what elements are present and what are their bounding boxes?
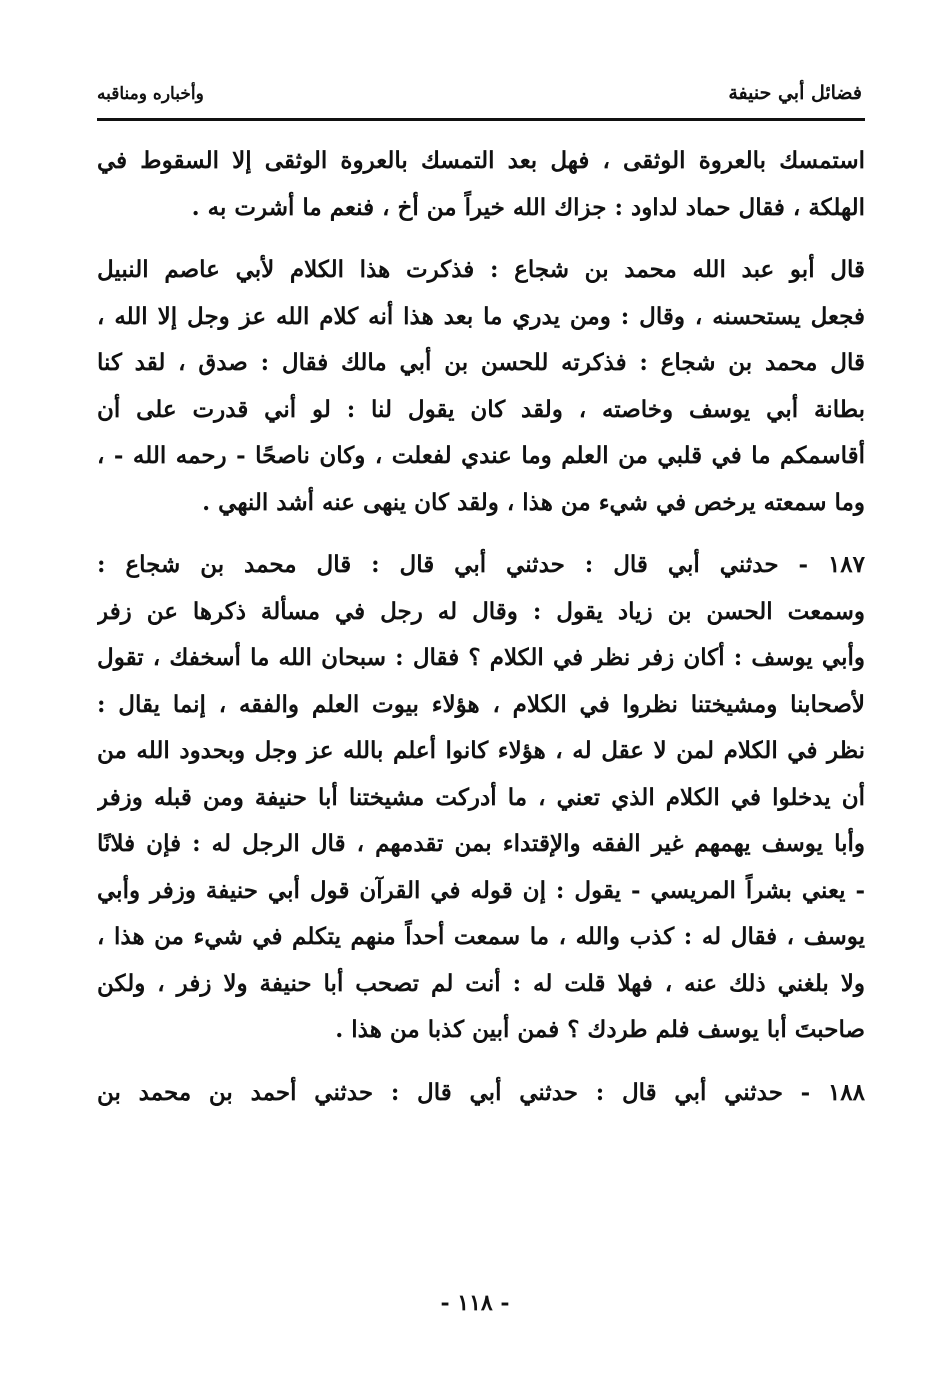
text-line: أن يدخلوا في الكلام الذي تعني ، ما أدركت مشيختنا أبا حنيفة ومن قبله وزفر: [97, 783, 865, 811]
paragraph: [97, 247, 865, 526]
page-number: - ١١٨ -: [440, 1290, 510, 1316]
text-line: ولا بلغني ذلك عنه ، فهلا قلت له : أنت لم تصحب أبا حنيفة ولا زفر ، ولكن: [97, 969, 865, 997]
paragraph: [97, 542, 865, 1054]
text-line: ١٨٧ - حدثني أبي قال : حدثني أبي قال : قال محمد بن شجاع :: [97, 551, 865, 578]
text-line: فجعل يستحسنه ، وقال : ومن يدري ما بعد هذا أنه كلام الله عز وجل إلا الله ،: [97, 302, 865, 330]
text-line: وأبا يوسف يهمهم غير الفقه والإقتداء بمن تقدمهم ، قال الرجل له : فإن فلانًا: [97, 830, 865, 857]
text-line: قال محمد بن شجاع : فذكرته للحسن بن أبي مالك فقال : صدق ، لقد كنا: [97, 349, 865, 376]
text-line: ١٨٨ - حدثني أبي قال : حدثني أبي قال : حدثني أحمد بن محمد بن: [97, 1078, 865, 1106]
text-line: بطانة أبي يوسف وخاصته ، ولقد كان يقول لنا : لو أني قدرت على أن: [97, 395, 865, 423]
paragraph: [97, 138, 865, 231]
text-line: لأصحابنا ومشيختنا نظروا في الكلام ، هؤلاء بيوت العلم والفقه ، إنما يقال :: [97, 690, 865, 718]
book-title: فضائل أبي حنيفة: [728, 82, 862, 104]
text-line: نظر في الكلام لمن لا عقل له ، هؤلاء كانوا أعلم بالله عز وجل وبحدود الله من: [97, 737, 865, 764]
paragraph: [97, 1070, 865, 1117]
text-line: صاحبتَ أبا يوسف فلم طردك ؟ فمن أبين كذبا من هذا .: [335, 1016, 865, 1043]
text-line: وما سمعته يرخص في شيء من هذا ، ولقد كان ينهى عنه أشد النهي .: [202, 488, 865, 516]
text-line: استمسك بالعروة الوثقى ، فهل بعد التمسك بالعروة الوثقى إلا السقوط في: [97, 147, 865, 174]
header-divider: [97, 118, 865, 121]
header-subtitle: وأخباره ومناقبه: [97, 84, 204, 104]
text-line: - يعني بشراً المريسي - يقول : إن قوله في القرآن قول أبي حنيفة وزفر وأبي: [97, 876, 865, 904]
running-header: [97, 82, 862, 116]
text-line: قال أبو عبد الله محمد بن شجاع : فذكرت هذا الكلام لأبي عاصم النبيل: [97, 256, 865, 283]
text-line: يوسف ، فقال له : كذب والله ، ما سمعت أحداً منهم يتكلم في شيء من هذا ،: [97, 923, 865, 950]
text-line: أقاسمكم ما في قلبي من العلم وما عندي لفعلت ، وكان ناصحًا - رحمه الله - ،: [97, 442, 865, 469]
text-line: وسمعت الحسن بن زياد يقول : وقال له رجل في مسألة ذكرها عن زفر: [97, 597, 865, 625]
body-text: [97, 138, 865, 1116]
text-line: الهلكة ، فقال حماد لداود : جزاك الله خيراً من أخ ، فنعم ما أشرت به .: [191, 193, 865, 221]
text-line: وأبي يوسف : أكان زفر نظر في الكلام ؟ فقال : سبحان الله ما أسخفك ، تقول: [97, 644, 865, 671]
